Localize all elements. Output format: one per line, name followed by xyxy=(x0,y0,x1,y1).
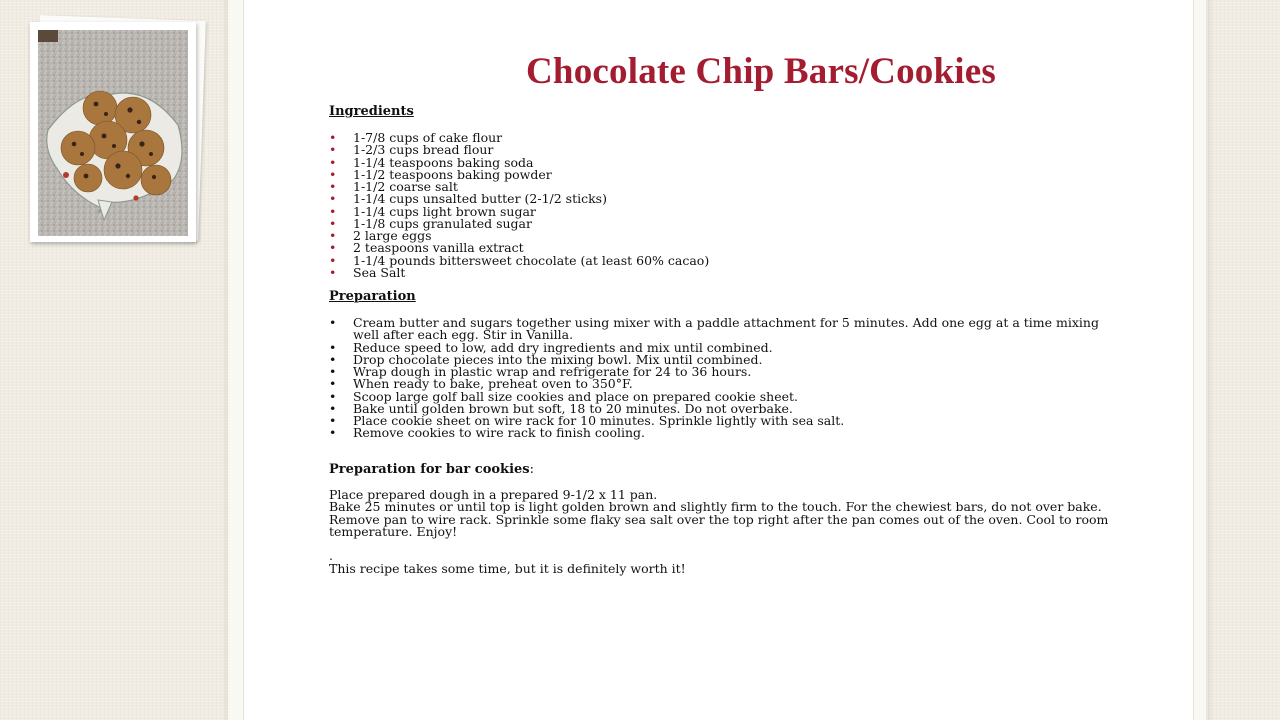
ingredient-item: • 1-1/2 teaspoons baking powder xyxy=(329,169,709,181)
separator-dot: . xyxy=(329,548,333,563)
preparation-step: • Cream butter and sugars together using mixer with a paddle attachment for 5 minutes. Add one egg at a time mixing well after each egg. Stir in Vanilla. xyxy=(329,317,1113,342)
preparation-list xyxy=(329,317,1113,440)
preparation-step: • Bake until golden brown but soft, 18 to 20 minutes. Do not overbake. xyxy=(329,403,1113,415)
ingredient-item: • Sea Salt xyxy=(329,267,709,279)
ingredient-item: • 1-1/2 coarse salt xyxy=(329,181,709,193)
photo-frame xyxy=(30,22,196,242)
ingredient-item: • 1-1/4 cups light brown sugar xyxy=(329,206,709,218)
preparation-heading: Preparation xyxy=(329,289,416,304)
bar-cookies-heading-colon: : xyxy=(529,462,534,477)
ingredient-item: • 2 large eggs xyxy=(329,230,709,242)
preparation-step: • When ready to bake, preheat oven to 350°F. xyxy=(329,378,1113,390)
preparation-step: • Scoop large golf ball size cookies and place on prepared cookie sheet. xyxy=(329,391,1113,403)
recipe-title: Chocolate Chip Bars/Cookies xyxy=(526,51,996,92)
ingredient-item: • 1-2/3 cups bread flour xyxy=(329,144,709,156)
ingredient-item: • 1-1/8 cups granulated sugar xyxy=(329,218,709,230)
preparation-step: • Wrap dough in plastic wrap and refrigerate for 24 to 36 hours. xyxy=(329,366,1113,378)
page-shadow-right xyxy=(1206,0,1214,720)
ingredient-item: • 1-1/4 teaspoons baking soda xyxy=(329,157,709,169)
ingredients-heading: Ingredients xyxy=(329,104,414,119)
preparation-step: • Reduce speed to low, add dry ingredients and mix until combined. xyxy=(329,342,1113,354)
closing-note: This recipe takes some time, but it is definitely worth it! xyxy=(329,561,686,576)
preparation-step: • Drop chocolate pieces into the mixing bowl. Mix until combined. xyxy=(329,354,1113,366)
ingredient-item: • 2 teaspoons vanilla extract xyxy=(329,242,709,254)
bar-cookies-heading-text: Preparation for bar cookies xyxy=(329,462,530,477)
bar-instruction-line: Place prepared dough in a prepared 9-1/2 x 11 pan. xyxy=(329,487,658,502)
ingredient-item: • 1-1/4 cups unsalted butter (2-1/2 sticks) xyxy=(329,193,709,205)
bar-cookies-instructions xyxy=(329,489,1109,538)
bar-instruction-line: Remove pan to wire rack. Sprinkle some flaky sea salt over the top right after the pan comes out of the oven. Cool to room temperature. Enjoy! xyxy=(329,511,1109,539)
bar-instruction-line: Bake 25 minutes or until top is light golden brown and slightly firm to the touch. For the chewiest bars, do not over bake. xyxy=(329,499,1102,515)
ingredients-list xyxy=(329,132,709,279)
bar-cookies-heading xyxy=(329,462,534,477)
ingredient-item: • 1-7/8 cups of cake flour xyxy=(329,132,709,144)
ingredient-item: • 1-1/4 pounds bittersweet chocolate (at least 60% cacao) xyxy=(329,255,709,267)
preparation-step: • Place cookie sheet on wire rack for 10 minutes. Sprinkle lightly with sea salt. xyxy=(329,415,1113,427)
preparation-step: • Remove cookies to wire rack to finish cooling. xyxy=(329,427,1113,439)
cookies-plate-photo xyxy=(38,30,188,236)
